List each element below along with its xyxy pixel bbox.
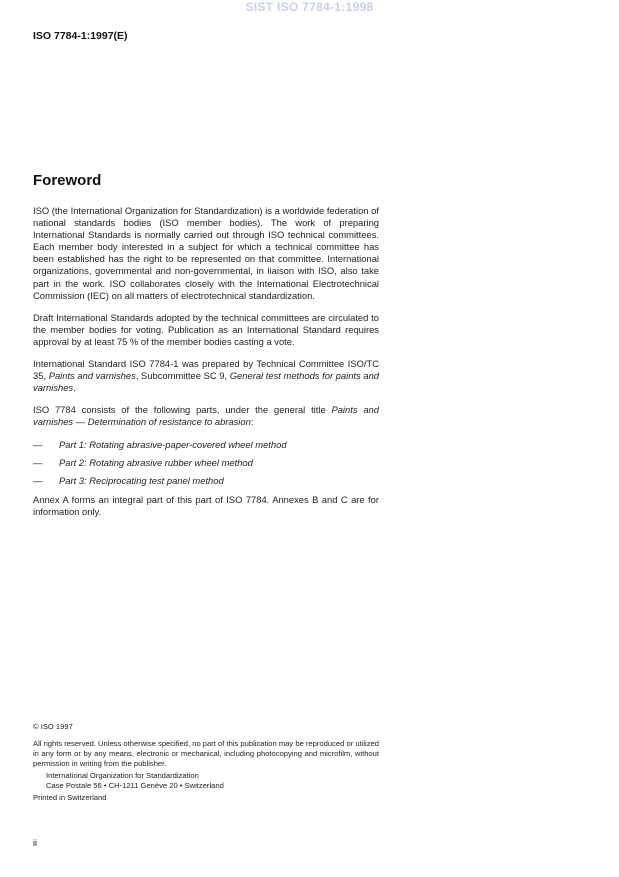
parts-intro-text: ISO 7784 consists of the following parts, under the general title: [33, 404, 332, 416]
colon: :: [250, 416, 254, 428]
part-title: Part 1: Rotating abrasive-paper-covered wheel method: [59, 438, 287, 450]
list-item: [33, 457, 379, 469]
subcommittee-name: General test methods for paints and varnishes: [33, 370, 380, 394]
page-number: ii: [33, 838, 37, 848]
org-name: International Organization for Standardization: [46, 771, 199, 780]
printed-in: Printed in Switzerland: [33, 793, 107, 802]
list-item: [33, 475, 379, 487]
dash: —: [33, 438, 43, 450]
general-title: Paints and varnishes — Determination of resistance to abrasion: [33, 404, 379, 428]
document-id-header: ISO 7784-1:1997(E): [33, 30, 128, 42]
page-title: Foreword: [33, 172, 102, 189]
parts-list: [33, 439, 379, 487]
part-title: Part 3: Reciprocating test panel method: [59, 474, 224, 486]
prepared-by-text: International Standard ISO 7784-1 was prepared by Technical Committee ISO/TC 35,: [33, 358, 379, 382]
watermark: SIST ISO 7784-1:1998: [245, 0, 374, 14]
period: .: [73, 382, 76, 394]
dash: —: [33, 456, 43, 468]
copyright-notice: © ISO 1997: [33, 722, 73, 731]
dash: —: [33, 474, 43, 486]
paragraph-draft-standards: Draft International Standards adopted by the technical committees are circulated to the member bodies for voting. Publication as an International Standard requires approval by at least 75 % of the member bodies casting a vote.: [33, 311, 379, 347]
paragraph-prepared-by: [33, 358, 379, 394]
paragraph-iso-intro: ISO (the International Organization for Standardization) is a worldwide federation of national standards bodies (ISO member bodies). The work of preparing International Standards is normally carried out through ISO technical committees. Each member body interested in a subject for which a technical committee has been established has the right to be represented on that committee. International organizations, governmental and non-governmental, in liaison with ISO, also take part in the work. ISO collaborates closely with the International Electrotechnical Commission (IEC) on all matters of electrotechnical standardization.: [33, 205, 379, 301]
rights-statement: All rights reserved. Unless otherwise specified, no part of this publication may be reproduced or utilized in any form or by any means, electronic or mechanical, including photocopying and microfilm, without permission in writing from the publisher.: [33, 739, 379, 768]
list-item: [33, 439, 379, 451]
foreword-body: [33, 205, 379, 528]
copyright-footer: [33, 722, 379, 803]
subcommittee-text: , Subcommittee SC 9,: [135, 370, 230, 382]
part-title: Part 2: Rotating abrasive rubber wheel method: [59, 456, 253, 468]
org-address: Case Postale 56 • CH-1211 Genève 20 • Switzerland: [46, 781, 224, 790]
paragraph-annexes: Annex A forms an integral part of this part of ISO 7784. Annexes B and C are for information only.: [33, 493, 379, 517]
paragraph-parts-intro: [33, 404, 379, 428]
committee-name: Paints and varnishes: [48, 370, 136, 382]
